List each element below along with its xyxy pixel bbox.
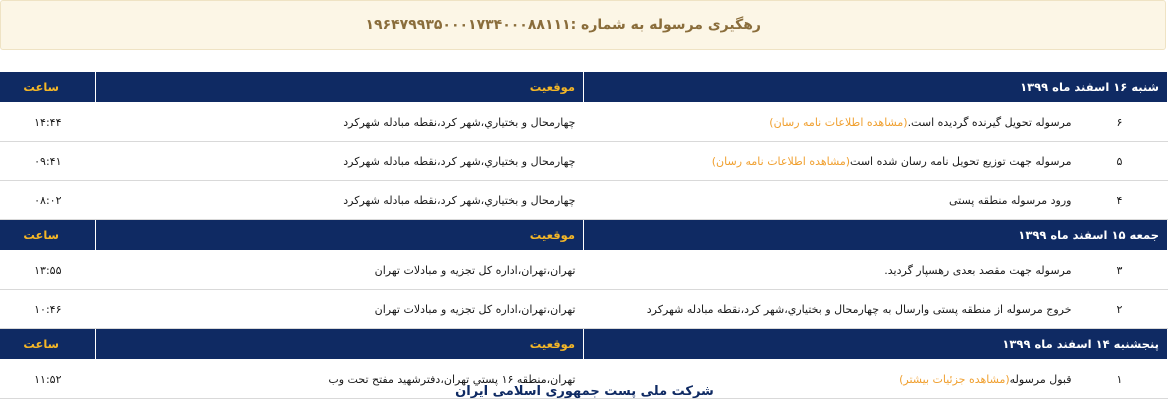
event-description: ورود مرسوله منطقه پستی <box>949 194 1072 207</box>
event-description: خروج مرسوله از منطقه پستی وارسال به چهارمحال و بختياري،شهر كرد،نقطه مبادله شهركرد <box>646 303 1072 316</box>
event-location: تهران،تهران،اداره كل تجزيه و مبادلات تهران <box>95 251 583 290</box>
tracking-table <box>0 71 1168 399</box>
day-date: پنجشنبه ۱۴ اسفند ماه ۱۳۹۹ <box>583 329 1167 360</box>
event-number: ۳ <box>1072 251 1168 290</box>
day-header-row <box>0 329 1168 360</box>
event-location: چهارمحال و بختياري،شهر كرد،نقطه مبادله شهركرد <box>95 181 583 220</box>
event-number: ۵ <box>1072 142 1168 181</box>
tracking-title: رهگیری مرسوله به شماره :۱۹۶۴۷۹۹۳۵۰۰۰۱۷۳۴۰۰۰۸۸۱۱۱ <box>365 17 761 33</box>
event-time: ۱۰:۴۶ <box>0 290 95 329</box>
tracking-header <box>0 0 1166 50</box>
event-description-cell <box>583 290 1071 329</box>
table-row <box>0 142 1168 181</box>
day-date: شنبه ۱۶ اسفند ماه ۱۳۹۹ <box>583 72 1167 103</box>
event-time: ۰۹:۴۱ <box>0 142 95 181</box>
table-row <box>0 251 1168 290</box>
event-description-cell <box>583 103 1071 142</box>
event-time: ۱۱:۵۲ <box>0 360 95 399</box>
event-description-cell <box>583 251 1071 290</box>
event-details-link[interactable]: (مشاهده اطلاعات نامه رسان) <box>711 155 851 168</box>
event-location: تهران،منطقه ۱۶ پستي تهران،دفترشهيد مفتح تحت وب <box>95 360 583 399</box>
event-time: ۱۴:۴۴ <box>0 103 95 142</box>
event-description-cell <box>583 142 1071 181</box>
day-header-row <box>0 220 1168 251</box>
location-column-header: موقعیت <box>95 220 583 251</box>
footer-company-name: شرکت ملی پست جمهوری اسلامی ایران <box>455 384 714 399</box>
event-details-link[interactable]: (مشاهده اطلاعات نامه رسان) <box>769 116 908 129</box>
tracking-table-wrapper <box>0 71 1168 399</box>
event-description: مرسوله تحویل گیرنده گردیده است. <box>907 116 1072 129</box>
table-row <box>0 103 1168 142</box>
event-description: قبول مرسوله <box>1009 373 1072 386</box>
table-row <box>0 181 1168 220</box>
event-location: چهارمحال و بختياري،شهر كرد،نقطه مبادله شهركرد <box>95 142 583 181</box>
event-number: ۶ <box>1072 103 1168 142</box>
event-number: ۱ <box>1072 360 1168 399</box>
time-column-header: ساعت <box>0 329 95 360</box>
day-date: جمعه ۱۵ اسفند ماه ۱۳۹۹ <box>583 220 1167 251</box>
tracking-table-body <box>0 72 1168 399</box>
event-description-cell <box>583 181 1071 220</box>
event-number: ۲ <box>1072 290 1168 329</box>
event-number: ۴ <box>1072 181 1168 220</box>
event-description: مرسوله جهت مقصد بعدی رهسپار گردید. <box>884 264 1072 277</box>
location-column-header: موقعیت <box>95 329 583 360</box>
time-column-header: ساعت <box>0 220 95 251</box>
location-column-header: موقعیت <box>95 72 583 103</box>
day-header-row <box>0 72 1168 103</box>
time-column-header: ساعت <box>0 72 95 103</box>
event-time: ۱۳:۵۵ <box>0 251 95 290</box>
event-time: ۰۸:۰۲ <box>0 181 95 220</box>
table-row <box>0 290 1168 329</box>
event-location: چهارمحال و بختياري،شهر كرد،نقطه مبادله شهركرد <box>95 103 583 142</box>
event-details-link[interactable]: (مشاهده جزئیات بیشتر) <box>899 373 1010 386</box>
event-description: مرسوله جهت توزیع تحویل نامه رسان شده است <box>850 155 1072 168</box>
event-location: تهران،تهران،اداره كل تجزيه و مبادلات تهران <box>95 290 583 329</box>
